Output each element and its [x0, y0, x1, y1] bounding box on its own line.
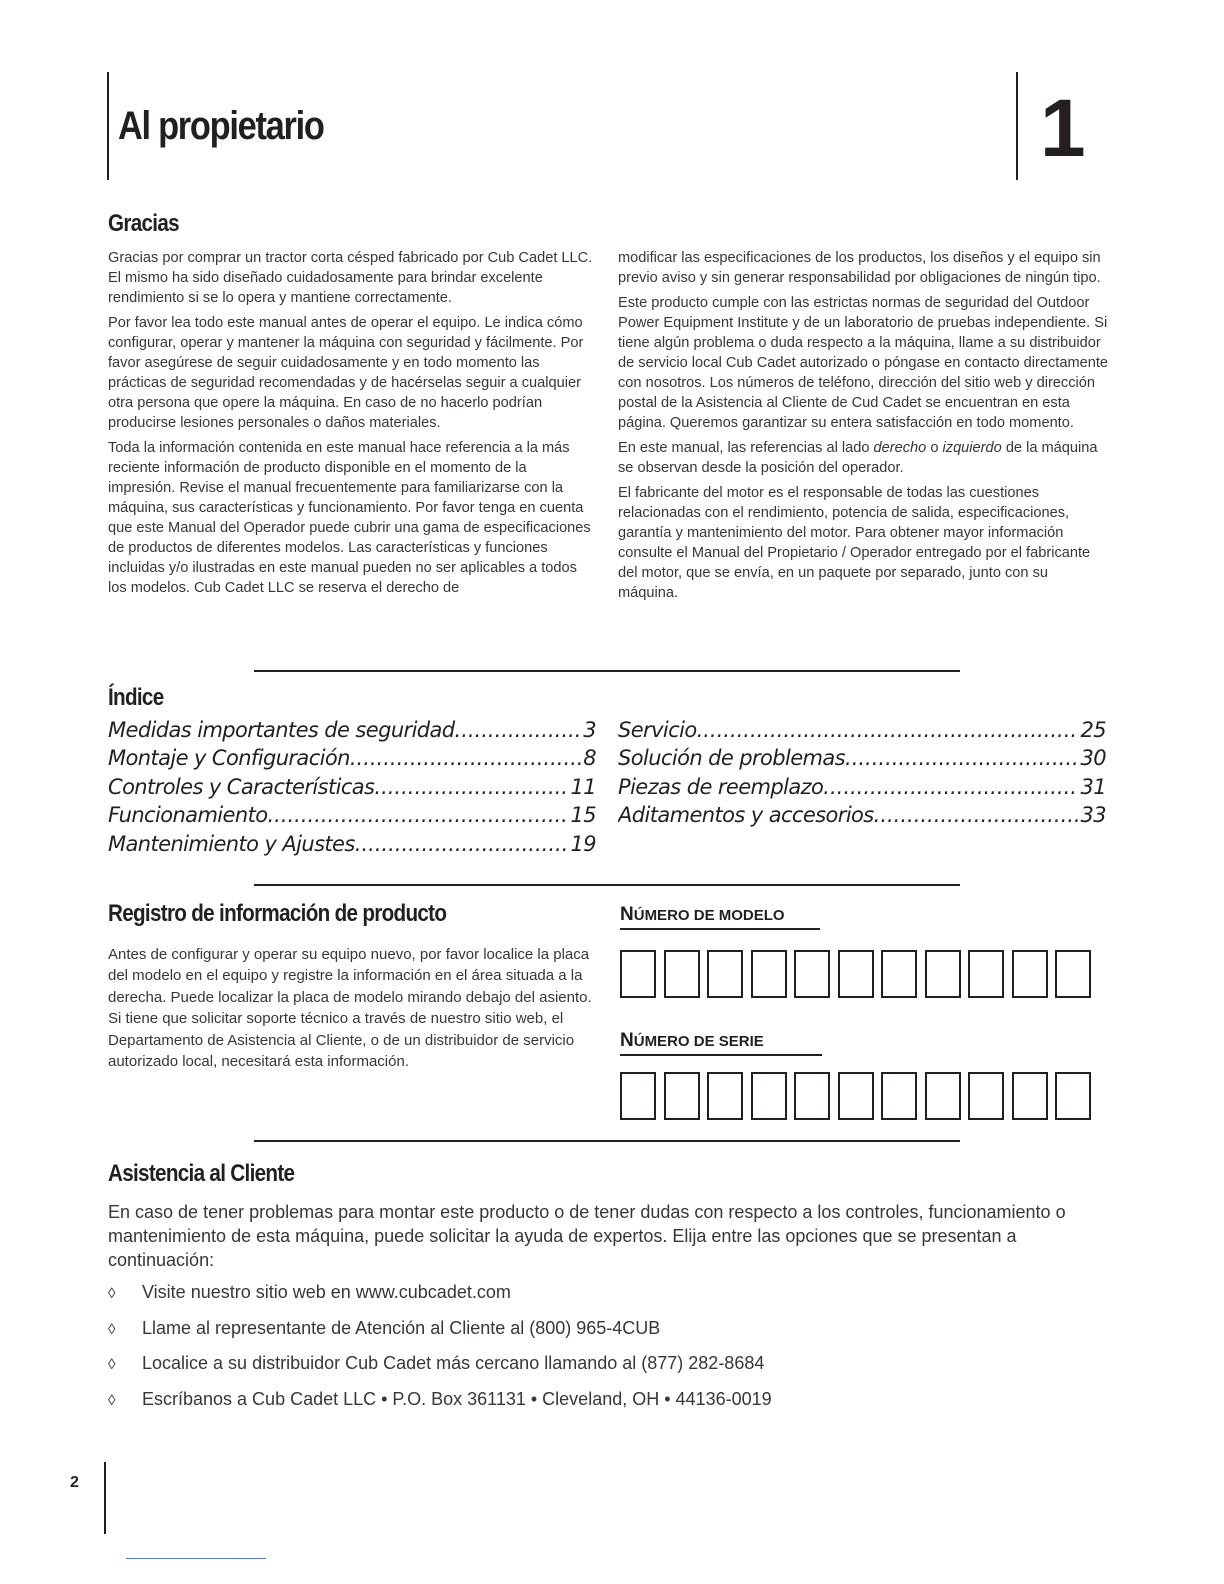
- serial-digit-box[interactable]: [620, 1072, 656, 1120]
- serial-digit-box[interactable]: [925, 1072, 961, 1120]
- toc-leader-dots: [374, 775, 568, 799]
- serial-digit-box[interactable]: [838, 1072, 874, 1120]
- toc-leader-dots: [823, 775, 1078, 799]
- toc-entry[interactable]: [108, 803, 596, 831]
- toc-entry-page: 19: [570, 831, 596, 856]
- model-digit-box[interactable]: [620, 950, 656, 998]
- model-digit-box[interactable]: [838, 950, 874, 998]
- toc-entry[interactable]: [618, 803, 1106, 831]
- model-digit-box[interactable]: [1012, 950, 1048, 998]
- section-divider: [254, 670, 960, 672]
- toc-entry-title: Solución de problemas: [618, 746, 846, 771]
- toc-entry-page: 11: [570, 774, 596, 799]
- toc-entry[interactable]: [108, 718, 596, 746]
- diamond-bullet-icon: ◊: [108, 1320, 116, 1338]
- indice-heading: Índice: [108, 684, 164, 711]
- model-digit-box[interactable]: [664, 950, 700, 998]
- list-item: [108, 1353, 772, 1389]
- sides-text: o: [926, 440, 943, 456]
- contact-options-list: [108, 1282, 772, 1424]
- gracias-paragraph: El fabricante del motor es el responsable de todas las cuestiones relacionadas con el rendimiento, potencia de salida, especificaciones, garantía y mantenimiento del motor. Para obtener mayor información consulte el Manual del Propietario / Operador entregado por el fabricante del motor, que se envía, en un paquete por separado, junto con su máquina.: [618, 485, 1091, 601]
- toc-entry-title: Controles y Características: [108, 774, 375, 799]
- toc-entry-page: 30: [1080, 746, 1106, 771]
- section-divider: [254, 1140, 960, 1142]
- gracias-paragraph: Por favor lea todo este manual antes de operar el equipo. Le indica cómo configurar, operar y mantener la máquina con seguridad y fácilmente. Por favor asegúrese de seguir cuidadosamente y en todo momento las prácticas de seguridad recomendadas y de hacérselas seguir a cualquier otra persona que opere la máquina. En caso de no hacerlo podrían producirse lesiones personales o daños materiales.: [108, 315, 584, 431]
- izquierdo-word: izquierdo: [942, 440, 1002, 456]
- toc-leader-dots: [350, 746, 581, 770]
- list-item: [108, 1389, 772, 1425]
- toc-entry-title: Aditamentos y accesorios: [618, 803, 874, 828]
- model-label-rest: ÚMERO DE MODELO: [633, 907, 785, 924]
- gracias-paragraph: Este producto cumple con las estrictas normas de seguridad del Outdoor Power Equipment Institute y de un laboratorio de pruebas independiente. Si tiene algún problema o duda respecto a la máquina, llame a su distribuidor de servicio local Cub Cadet autorizado o póngase en contacto directamente con nosotros. Los números de teléfono, dirección del sitio web y dirección postal de la Asistencia al Cliente de Cud Cadet se encuentran en esta página. Queremos garantizar su entera satisfacción en todo momento.: [618, 295, 1109, 431]
- gracias-right-column: [618, 248, 1110, 608]
- model-number-label: [620, 904, 820, 930]
- toc-entry-page: 31: [1080, 774, 1106, 799]
- gracias-heading: Gracias: [108, 210, 179, 237]
- serial-label-rest: ÚMERO DE SERIE: [633, 1033, 764, 1050]
- toc-entry-title: Medidas importantes de seguridad: [108, 718, 455, 742]
- title-left-bar: [107, 72, 109, 180]
- contact-option-text: Llame al representante de Atención al Cliente al (800) 965-4CUB: [142, 1317, 661, 1338]
- toc-entry[interactable]: [108, 832, 596, 860]
- toc-leader-dots: [267, 803, 568, 827]
- chapter-number: 1: [1040, 83, 1086, 174]
- toc-entry-page: 33: [1080, 803, 1106, 828]
- toc-entry-page: 8: [583, 746, 596, 771]
- toc-entry-page: 15: [570, 803, 596, 828]
- derecho-word: derecho: [873, 440, 927, 456]
- serial-label-initial: N: [620, 1030, 634, 1051]
- toc-leader-dots: [845, 746, 1078, 770]
- list-item: [108, 1318, 772, 1354]
- list-item: [108, 1282, 772, 1318]
- toc-left-column: [108, 718, 596, 860]
- contact-option-text: Visite nuestro sitio web en www.cubcadet.com: [142, 1282, 511, 1302]
- toc-entry[interactable]: [618, 746, 1106, 774]
- serial-digit-box[interactable]: [751, 1072, 787, 1120]
- registro-heading: Registro de información de producto: [108, 900, 447, 927]
- serial-digit-box[interactable]: [968, 1072, 1004, 1120]
- asistencia-heading: Asistencia al Cliente: [108, 1160, 295, 1187]
- gracias-paragraph: modificar las especificaciones de los productos, los diseños y el equipo sin previo aviso y sin generar responsabilidad por obligaciones de ningún tipo.: [618, 250, 1101, 286]
- diamond-bullet-icon: ◊: [108, 1285, 116, 1302]
- diamond-bullet-icon: ◊: [108, 1356, 116, 1373]
- serial-digit-box[interactable]: [664, 1072, 700, 1120]
- serial-number-label: [620, 1030, 822, 1056]
- toc-leader-dots: [874, 803, 1079, 827]
- model-digit-box[interactable]: [751, 950, 787, 998]
- bottom-link-underline: [126, 1558, 266, 1559]
- toc-entry-title: Montaje y Configuración: [108, 746, 350, 771]
- contact-option-text: Localice a su distribuidor Cub Cadet más cercano llamando al (877) 282-8684: [142, 1353, 765, 1373]
- gracias-paragraph-sides: [618, 438, 1110, 478]
- model-digit-box[interactable]: [925, 950, 961, 998]
- toc-entry[interactable]: [108, 775, 596, 803]
- asistencia-intro: En caso de tener problemas para montar este producto o de tener dudas con respecto a los controles, funcionamiento o mantenimiento de esta máquina, puede solicitar la ayuda de expertos. Elija entre las opciones que se presentan a continuación:: [108, 1202, 1066, 1270]
- model-digit-box[interactable]: [881, 950, 917, 998]
- toc-leader-dots: [455, 718, 582, 742]
- page-number-bar: [104, 1462, 106, 1534]
- toc-entry-title: Piezas de reemplazo: [618, 774, 824, 799]
- toc-entry-title: Funcionamiento: [108, 803, 268, 828]
- serial-digit-box[interactable]: [707, 1072, 743, 1120]
- gracias-paragraph: Toda la información contenida en este manual hace referencia a la más reciente información de producto disponible en el momento de la impresión. Revise el manual frecuentemente para familiarizarse con la máquina, sus características y funcionamiento. Por favor tenga en cuenta que este Manual del Operador puede cubrir una gama de especificaciones de productos de diferentes modelos. Las características y funciones incluidas y/o ilustradas en este manual pueden no ser aplicables a todos los modelos. Cub Cadet LLC se reserva el derecho de: [108, 440, 591, 596]
- model-number-boxes: [620, 950, 1091, 998]
- sides-text: En este manual, las referencias al lado: [618, 440, 874, 456]
- toc-entry-page: 3: [583, 718, 596, 742]
- toc-leader-dots: [697, 718, 1079, 742]
- diamond-bullet-icon: ◊: [108, 1391, 116, 1409]
- gracias-paragraph: Gracias por comprar un tractor corta césped fabricado por Cub Cadet LLC. El mismo ha sido diseñado cuidadosamente para brindar excelente rendimiento si se lo opera y mantiene correctamente.: [108, 250, 593, 306]
- serial-number-boxes: [620, 1072, 1091, 1120]
- toc-entry-page: 25: [1080, 718, 1106, 742]
- toc-right-column: [618, 718, 1106, 832]
- toc-entry[interactable]: [618, 718, 1106, 746]
- model-digit-box[interactable]: [794, 950, 830, 998]
- serial-digit-box[interactable]: [1012, 1072, 1048, 1120]
- chapter-title: Al propietario: [118, 104, 324, 148]
- toc-entry[interactable]: [108, 746, 596, 774]
- contact-option-text: Escríbanos a Cub Cadet LLC • P.O. Box 361131 • Cleveland, OH • 44136-0019: [142, 1388, 772, 1409]
- model-digit-box[interactable]: [707, 950, 743, 998]
- model-digit-box[interactable]: [1055, 950, 1091, 998]
- section-divider: [254, 884, 960, 886]
- model-digit-box[interactable]: [968, 950, 1004, 998]
- serial-digit-box[interactable]: [881, 1072, 917, 1120]
- serial-digit-box[interactable]: [1055, 1072, 1091, 1120]
- gracias-left-column: [108, 248, 596, 603]
- serial-digit-box[interactable]: [794, 1072, 830, 1120]
- toc-entry-title: Mantenimiento y Ajustes: [108, 831, 355, 856]
- chapter-number-bar: [1016, 72, 1018, 180]
- toc-entry-title: Servicio: [618, 718, 697, 742]
- toc-leader-dots: [355, 832, 569, 856]
- model-label-initial: N: [620, 904, 634, 925]
- sides-text: de la máquina se observan desde la posición del operador.: [618, 440, 1098, 476]
- toc-entry[interactable]: [618, 775, 1106, 803]
- registro-text: Antes de configurar y operar su equipo nuevo, por favor localice la placa del modelo en el equipo y registre la información en el área situada a la derecha. Puede localizar la placa de modelo mirando debajo del asiento. Si tiene que solicitar soporte técnico a través de nuestro sitio web, el Departamento de Asistencia al Cliente, o de un distribuidor de servicio autorizado local, necesitará esta información.: [108, 946, 592, 1071]
- page-number: 2: [70, 1474, 79, 1491]
